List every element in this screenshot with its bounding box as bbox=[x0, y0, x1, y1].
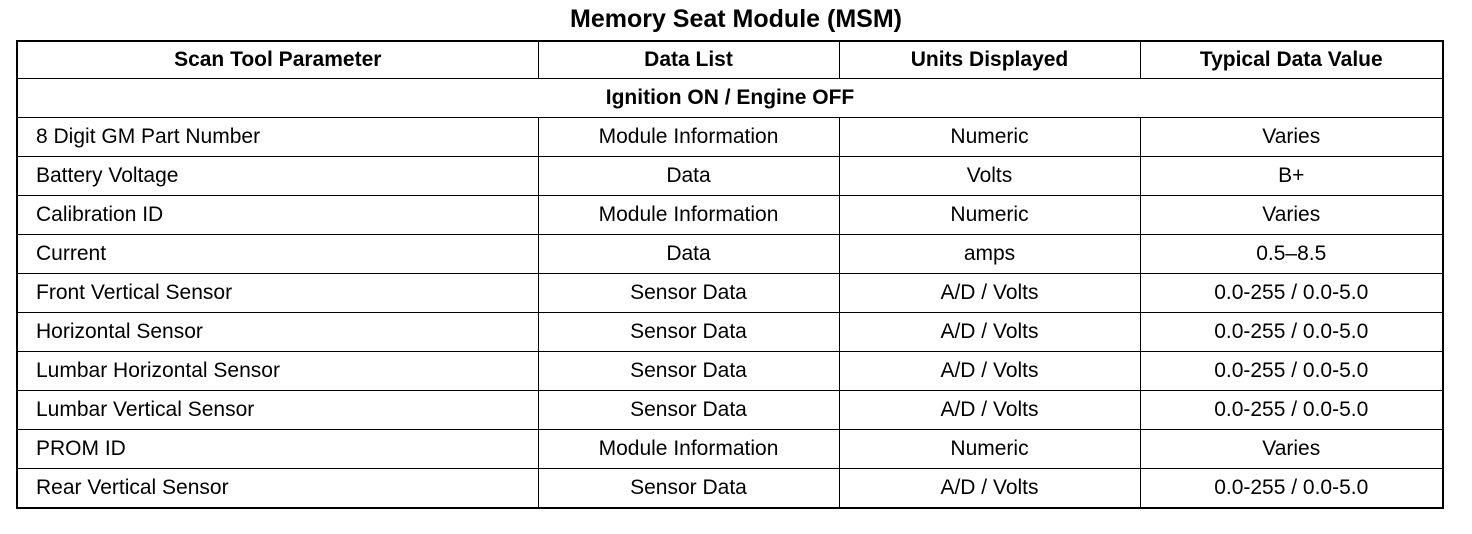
cell-data-list: Data bbox=[538, 235, 839, 274]
cell-parameter: Horizontal Sensor bbox=[17, 313, 538, 352]
cell-units: Numeric bbox=[839, 118, 1140, 157]
cell-typical-value: 0.5–8.5 bbox=[1140, 235, 1443, 274]
cell-typical-value: Varies bbox=[1140, 118, 1443, 157]
cell-data-list: Sensor Data bbox=[538, 469, 839, 509]
cell-data-list: Sensor Data bbox=[538, 313, 839, 352]
cell-typical-value: 0.0-255 / 0.0-5.0 bbox=[1140, 469, 1443, 509]
cell-data-list: Module Information bbox=[538, 118, 839, 157]
cell-data-list: Sensor Data bbox=[538, 352, 839, 391]
cell-data-list: Module Information bbox=[538, 196, 839, 235]
cell-parameter: PROM ID bbox=[17, 430, 538, 469]
table-row bbox=[17, 274, 1443, 313]
header-data-list: Data List bbox=[538, 41, 839, 79]
cell-units: A/D / Volts bbox=[839, 469, 1140, 509]
cell-units: Numeric bbox=[839, 196, 1140, 235]
cell-parameter: Lumbar Horizontal Sensor bbox=[17, 352, 538, 391]
cell-parameter: Current bbox=[17, 235, 538, 274]
cell-parameter: Lumbar Vertical Sensor bbox=[17, 391, 538, 430]
table-row bbox=[17, 430, 1443, 469]
cell-typical-value: 0.0-255 / 0.0-5.0 bbox=[1140, 352, 1443, 391]
scan-tool-data-table bbox=[16, 40, 1444, 509]
condition-label: Ignition ON / Engine OFF bbox=[17, 79, 1443, 118]
table-title: Memory Seat Module (MSM) bbox=[570, 5, 902, 33]
cell-parameter: 8 Digit GM Part Number bbox=[17, 118, 538, 157]
header-typical-data-value: Typical Data Value bbox=[1140, 41, 1443, 79]
cell-data-list: Data bbox=[538, 157, 839, 196]
cell-typical-value: 0.0-255 / 0.0-5.0 bbox=[1140, 391, 1443, 430]
table-row bbox=[17, 469, 1443, 509]
cell-typical-value: Varies bbox=[1140, 430, 1443, 469]
cell-data-list: Sensor Data bbox=[538, 391, 839, 430]
table-row bbox=[17, 118, 1443, 157]
cell-typical-value: 0.0-255 / 0.0-5.0 bbox=[1140, 274, 1443, 313]
cell-units: Numeric bbox=[839, 430, 1140, 469]
condition-row bbox=[17, 79, 1443, 118]
cell-parameter: Battery Voltage bbox=[17, 157, 538, 196]
header-scan-tool-parameter: Scan Tool Parameter bbox=[17, 41, 538, 79]
table-row bbox=[17, 313, 1443, 352]
cell-units: A/D / Volts bbox=[839, 391, 1140, 430]
cell-units: Volts bbox=[839, 157, 1140, 196]
table-row bbox=[17, 196, 1443, 235]
cell-data-list: Module Information bbox=[538, 430, 839, 469]
header-units-displayed: Units Displayed bbox=[839, 41, 1140, 79]
cell-units: A/D / Volts bbox=[839, 313, 1140, 352]
cell-parameter: Rear Vertical Sensor bbox=[17, 469, 538, 509]
table-row bbox=[17, 235, 1443, 274]
table-row bbox=[17, 352, 1443, 391]
cell-typical-value: Varies bbox=[1140, 196, 1443, 235]
cell-units: A/D / Volts bbox=[839, 274, 1140, 313]
cell-units: A/D / Volts bbox=[839, 352, 1140, 391]
cell-parameter: Front Vertical Sensor bbox=[17, 274, 538, 313]
table-row bbox=[17, 157, 1443, 196]
cell-parameter: Calibration ID bbox=[17, 196, 538, 235]
cell-data-list: Sensor Data bbox=[538, 274, 839, 313]
cell-units: amps bbox=[839, 235, 1140, 274]
cell-typical-value: B+ bbox=[1140, 157, 1443, 196]
table-row bbox=[17, 391, 1443, 430]
cell-typical-value: 0.0-255 / 0.0-5.0 bbox=[1140, 313, 1443, 352]
header-row bbox=[17, 41, 1443, 79]
